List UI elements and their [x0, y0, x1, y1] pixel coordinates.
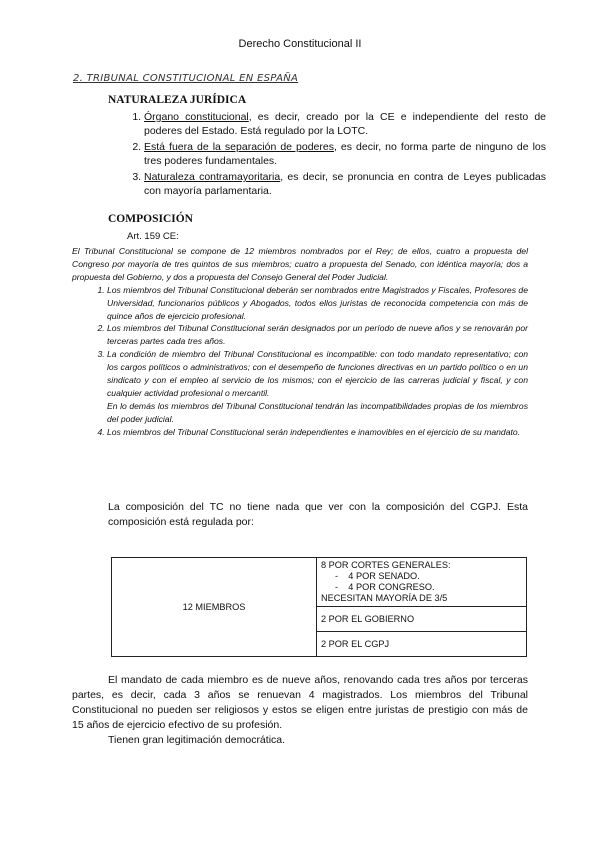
composicion-heading: COMPOSICIÓN	[108, 213, 193, 225]
gobierno-cell: 2 POR EL GOBIERNO	[317, 607, 527, 632]
naturaleza-text: , es decir, se pronuncia en contra de Leyes publicadas con mayoría parlamentaria.	[144, 171, 547, 197]
article-point: 4. Los miembros del Tribunal Constitucional serán independientes e inamovibles en el ejercicio de su mandato.	[107, 426, 528, 439]
naturaleza-heading: NATURALEZA JURÍDICA	[108, 94, 247, 106]
article-points	[72, 284, 528, 439]
legitimacy-paragraph: Tienen gran legitimación democrática.	[108, 734, 286, 746]
closing-paragraphs	[72, 673, 528, 748]
cortes-item: - 4 POR CONGRESO.	[335, 582, 435, 592]
article-point: 1. Los miembros del Tribunal Constitucional deberán ser nombrados entre Magistrados y Fiscales, Profesores de Universidad, funcionarios públicos y Abogados, todos ellos juristas de reconocida competencia con más de quince años de ejercicio profesional.	[107, 284, 528, 323]
cortes-item: - 4 POR SENADO.	[335, 571, 420, 581]
naturaleza-text: , es decir, creado por la CE e independiente del resto de poderes del Estado. Está regulado por la LOTC.	[144, 111, 546, 137]
mandate-paragraph: El mandato de cada miembro es de nueve años, renovando cada tres años por terceras partes, es decir, cada 3 años se renuevan 4 magistrados. Los miembros del Tribunal Constitucional no pueden ser religiosos y estos se eligen entre juristas de prestigio con más de 15 años de ejercicio efectivo de su profesión.	[72, 674, 528, 731]
article-quote	[72, 245, 528, 439]
cortes-title: 8 POR CORTES GENERALES:	[321, 560, 451, 570]
naturaleza-item	[144, 110, 546, 138]
naturaleza-item	[144, 170, 546, 198]
comparison-paragraph: La composición del TC no tiene nada que ver con la composición del CGPJ. Esta composición está regulada por:	[108, 501, 528, 528]
naturaleza-item	[144, 140, 546, 168]
naturaleza-term: Naturaleza contramayoritaria	[144, 171, 281, 183]
article-point-extra: En lo demás los miembros del Tribunal Constitucional tendrán las incompatibilidades propias de los miembros del poder judicial.	[107, 400, 528, 424]
section-title: 2. TRIBUNAL CONSTITUCIONAL EN ESPAÑA	[73, 73, 299, 84]
article-reference: Art. 159 CE:	[127, 231, 179, 242]
members-total-cell: 12 MIEMBROS	[112, 558, 317, 657]
naturaleza-list	[128, 110, 546, 200]
page-header: Derecho Constitucional II	[238, 38, 362, 50]
naturaleza-term: Órgano constitucional	[144, 111, 249, 123]
article-point: 3. La condición de miembro del Tribunal Constitucional es incompatible: con todo mandato representativo; con los cargos políticos o administrativos; con el desempeño de funciones directivas en un partido político o en un sindicato y con el empleo al servicio de los mismos; con el ejercicio de las carreras judicial y fiscal, y con cualquier actividad profesional o mercantil. En lo demás los miembros del Tribunal Constitucional tendrán las incompatibilidades propias de los miembros del poder judicial.	[107, 348, 528, 425]
cortes-note: NECESITAN MAYORÍA DE 3/5	[321, 593, 448, 603]
article-point: 2. Los miembros del Tribunal Constitucional serán designados por un período de nueve años y se renovarán por terceras partes cada tres años.	[107, 322, 528, 348]
naturaleza-text: , es decir, no forma parte de ninguno de los tres poderes fundamentales.	[144, 141, 546, 167]
naturaleza-term: Está fuera de la separación de poderes	[144, 141, 334, 153]
article-intro: El Tribunal Constitucional se compone de 12 miembros nombrados por el Rey; de ellos, cuatro a propuesta del Congreso por mayoría de tres quintos de sus miembros; cuatro a propuesta del Senado, con idéntica mayoría; dos a propuesta del Gobierno, y dos a propuesta del Consejo General del Poder Judicial.	[72, 246, 528, 282]
table-row	[112, 558, 527, 607]
cortes-cell	[317, 558, 527, 607]
cgpj-cell: 2 POR EL CGPJ	[317, 632, 527, 657]
composition-table	[111, 557, 527, 657]
